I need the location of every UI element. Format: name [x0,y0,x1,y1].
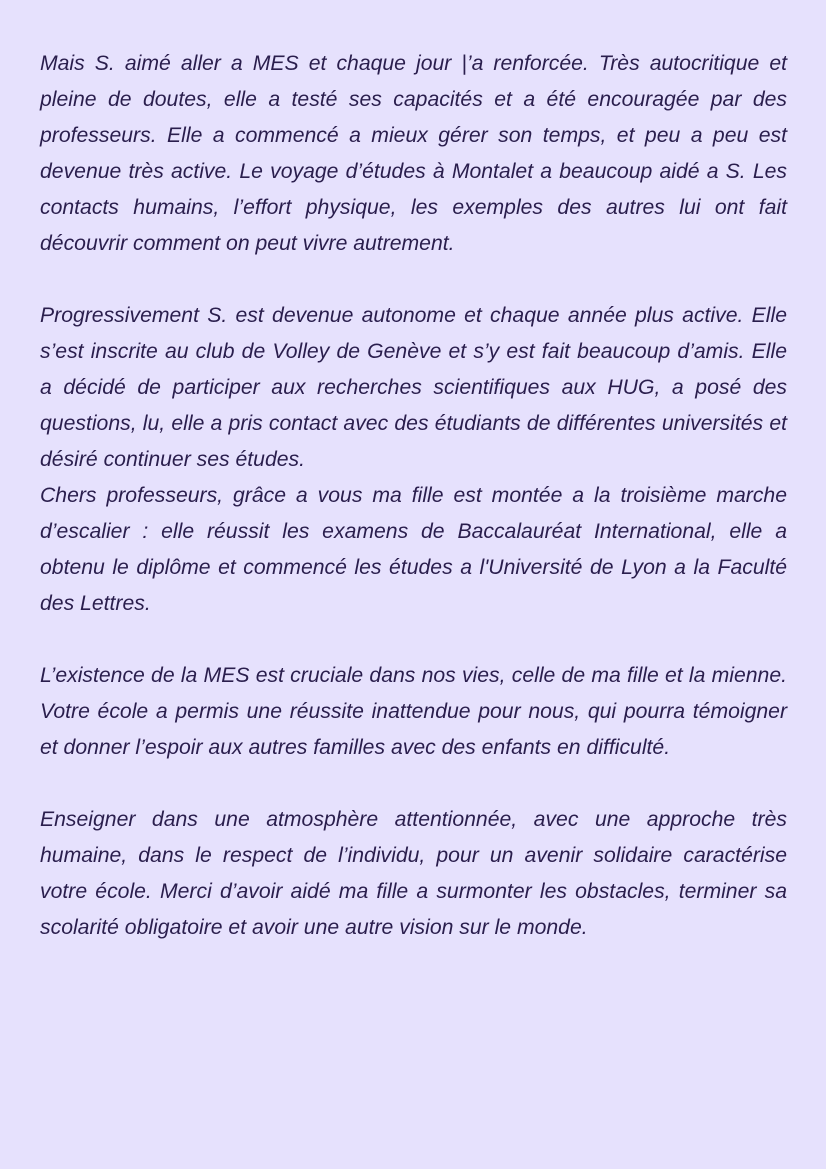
paragraph-thanks-professors: Chers professeurs, grâce a vous ma fille est montée a la troisième marche d’escalier : elle réussit les examens de Baccalauréat International, elle a obtenu le diplôme et commencé les études a l'Université de Lyon a la Faculté des Lettres. [40,484,787,615]
paragraph-autonomy: Progressivement S. est devenue autonome et chaque année plus active. Elle s’est inscrite au club de Volley de Genève et s’y est fait beaucoup d’amis. Elle a décidé de participer aux recherches scientifiques aux HUG, a posé des questions, lu, elle a pris contact avec des étudiants de différentes universités et désiré continuer ses études. [40,304,787,471]
paragraph-mes-experience: Mais S. aimé aller a MES et chaque jour |’a renforcée. Très autocritique et pleine de doutes, elle a testé ses capacités et a été encouragée par des professeurs. Elle a commencé a mieux gérer son temps, et peu a peu est devenue très active. Le voyage d’études à Montalet a beaucoup aidé a S. Les contacts humains, l’effort physique, les exemples des autres lui ont fait découvrir comment on peut vivre autrement. [40,52,787,255]
paragraph-mes-importance: L’existence de la MES est cruciale dans nos vies, celle de ma fille et la mienne. Votre école a permis une réussite inattendue pour nous, qui pourra témoigner et donner l’espoir aux autres familles avec des enfants en difficulté. [40,664,787,759]
paragraph-school-values: Enseigner dans une atmosphère attentionnée, avec une approche très humaine, dans le respect de l’individu, pour un avenir solidaire caractérise votre école. Merci d’avoir aidé ma fille a surmonter les obstacles, terminer sa scolarité obligatoire et avoir une autre vision sur le monde. [40,808,787,939]
